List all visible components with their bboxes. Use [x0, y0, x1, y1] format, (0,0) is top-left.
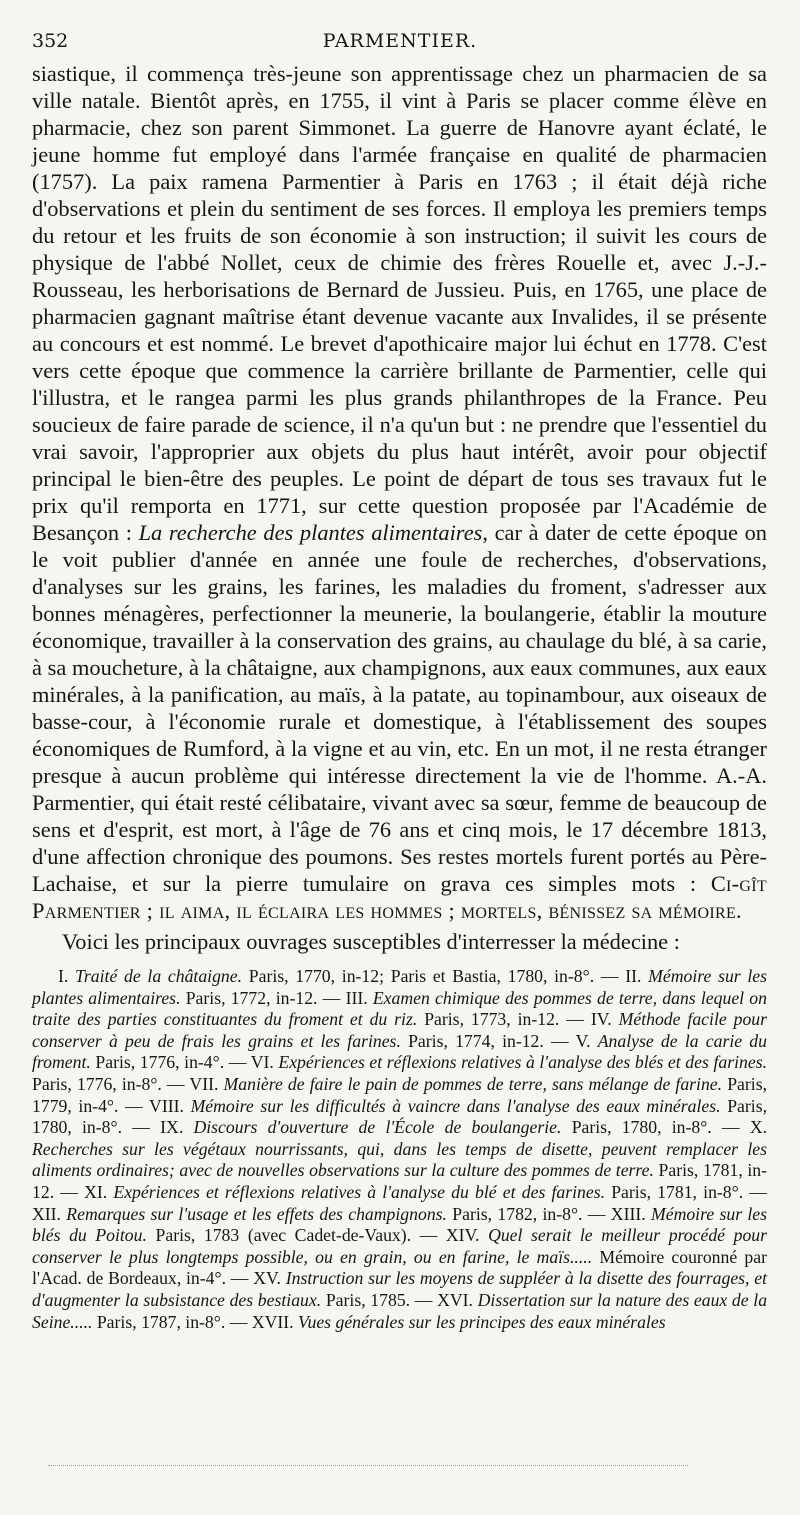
work-entry — [160, 1117, 739, 1137]
work-details: Paris, 1773, in-12. — — [424, 1009, 584, 1030]
work-title: Analyse de la carie du froment. — [32, 1030, 767, 1073]
work-details: Paris, 1780, in-8°. — — [571, 1117, 740, 1138]
work-title: Instruction sur les moyens de suppléer à la disette des fourrages, et d'augmenter la subsistance des bestiaux. — [32, 1268, 768, 1310]
work-number: VI. — [250, 1052, 274, 1073]
work-number: IV. — [590, 1009, 612, 1030]
work-details: Paris, 1772, in-12. — — [185, 987, 341, 1008]
work-entry — [32, 1204, 605, 1224]
works-intro: Voici les principaux ouvrages susceptibles d'interresser la médecine : — [62, 929, 680, 954]
work-title: Mémoire sur les plantes alimentaires. — [32, 966, 768, 1008]
work-title: Manière de faire le pain de pommes de terre, sans mélange de farine. — [223, 1073, 723, 1094]
work-title: Mémoire sur les difficultés à vaincre dans l'analyse des eaux minérales. — [190, 1095, 721, 1116]
work-number: II. — [625, 966, 642, 986]
biography-text-continued: , car à dater de cette époque on le voit publier d'année en année une foule de recherches, d'observations, d'analyses sur les grains, les farines, les maladies du froment, s'adresser aux bonnes ménagères, perfectionner la meunerie, la boulangerie, établir la mouture économique, travailler à la conservation des grains, au chaulage du blé, à sa carie, à sa moucheture, à la châtaigne, aux champignons, aux eaux communes, aux eaux minérales, à la panification, au maïs, à la patate, au topinambour, aux oiseaux de basse-cour, à l'économie rurale et domestique, à l'établissement des soupes économiques de Rumford, à la vigne et au vin, etc. En un mot, il ne resta étranger presque à aucun problème qui intéresse directement la vie de l'homme. A.-A. Parmentier, qui était resté célibataire, vivant avec sa sœur, femme de beaucoup de sens et d'esprit, est mort, à l'âge de 76 ans et cinq mois, le 17 décembre 1813, d'une affection chronique des poumons. Ses restes mortels furent portés au Père-Lachaise, et sur la pierre tumulaire on grava ces simples mots : — [32, 520, 768, 896]
work-details: Paris, 1781, in-8°. — — [611, 1181, 767, 1202]
work-number: I. — [58, 966, 69, 986]
work-entry — [58, 966, 619, 986]
work-number: V. — [575, 1030, 591, 1051]
footer-rule — [48, 1465, 688, 1467]
page-body — [32, 60, 767, 1333]
work-number: XV. — [253, 1268, 281, 1289]
work-number: XI. — [84, 1181, 108, 1202]
work-title: Dissertation sur la nature des eaux de la Seine..... — [32, 1289, 768, 1332]
work-title: Remarques sur l'usage et les effets des champignons. — [66, 1203, 447, 1224]
biography-paragraph — [32, 60, 767, 924]
work-title: Expériences et réflexions relatives à l'analyse des blés et des farines. — [278, 1052, 768, 1073]
page-number: 352 — [32, 30, 69, 52]
epitaph: Ci-gît Parmentier ; il aima, il éclaira les hommes ; mortels, bénissez sa mémoire. — [32, 871, 767, 923]
work-number: XIV. — [445, 1225, 480, 1246]
work-details: Paris, 1787, in-8°. — — [96, 1311, 248, 1332]
work-title: Méthode facile pour conserver à peu de frais les grains et les farines. — [32, 1009, 768, 1051]
work-title: Discours d'ouverture de l'École de boulangerie. — [193, 1117, 562, 1138]
work-title: Recherches sur les végétaux nourrissants, qui, dans les temps de disette, peuvent remplacer les aliments ordinaires; avec de nouvelles observations sur la culture des pommes de terre. — [32, 1138, 767, 1181]
work-details: Paris, 1785. — — [325, 1289, 433, 1310]
work-details: Paris, 1774, in-12. — — [408, 1030, 569, 1051]
prize-question-title: La recherche des plantes alimentaires — [138, 520, 483, 545]
work-details: Paris, 1779, in-4°. — — [32, 1073, 767, 1116]
work-details: Paris, 1783 (avec Cadet-de-Vaux). — — [155, 1225, 438, 1246]
biography-text: siastique, il commença très-jeune son apprentissage chez un pharmacien de sa ville natale. Bientôt après, en 1755, il vint à Paris se placer comme élève en pharmacie, chez son parent Simmonet. La guerre de Hanovre ayant éclaté, le jeune homme fut employé dans l'armée française en qualité de pharmacien (1757). La paix ramena Parmentier à Paris en 1763 ; il était déjà riche d'observations et plein du sentiment de ses forces. Il employa les premiers temps du retour et les fruits de son économie à son instruction; il suivit les cours de physique de l'abbé Nollet, ceux de chimie des frères Rouelle et, avec J.-J.-Rousseau, les herborisations de Bernard de Jussieu. Puis, en 1765, une place de pharmacien gagnant maîtrise étant devenue vacante aux Invalides, il se présente au concours et est nommé. Le brevet d'apothicaire major lui échut en 1778. C'est vers cette époque que commence la carrière brillante de Parmentier, celle qui l'illustra, et le rangea parmi les plus grands philanthropes de la France. Peu soucieux de faire parade de science, il n'a qu'un but : ne prendre que l'essentiel du vrai savoir, l'approprier aux objets du plus haut intérêt, avoir pour objectif principal le bien-être des peuples. Le point de départ de tous ses travaux fut le prix qu'il remporta en 1771, sur cette question proposée par l'Académie de Besançon : — [32, 61, 767, 545]
work-title: Mémoire sur les blés du Poitou. — [32, 1203, 768, 1246]
page-header — [32, 30, 768, 54]
work-number: XVI. — [437, 1289, 473, 1310]
work-details: Paris, 1781, in-12. — — [32, 1160, 767, 1202]
work-number: III. — [345, 987, 368, 1008]
work-entry — [84, 1182, 767, 1202]
work-number: X. — [749, 1117, 768, 1138]
work-details: Mémoire couronné par l'Acad. de Bordeaux, in-4°. — — [32, 1246, 767, 1289]
work-title: Traité de la châtaigne. — [75, 966, 243, 986]
work-details: Paris, 1780, in-8°. — — [32, 1095, 768, 1138]
work-details: Paris, 1776, in-4°. — — [95, 1052, 247, 1073]
work-number: XVII. — [251, 1311, 294, 1332]
work-number: XII. — [32, 1203, 61, 1224]
work-details: Paris, 1782, in-8°. — — [452, 1203, 606, 1224]
work-title: Expériences et réflexions relatives à l'analyse du blé et des farines. — [113, 1181, 606, 1202]
work-title: Examen chimique des pommes de terre, dans lequel on traite des parties constituantes du froment et du riz. — [32, 987, 767, 1030]
works-list — [32, 966, 767, 1333]
work-number: VIII. — [149, 1095, 184, 1116]
work-number: IX. — [160, 1117, 184, 1138]
work-details: Paris, 1770, in-12; Paris et Bastia, 1780, in-8°. — — [248, 966, 619, 986]
work-title: Quel serait le meilleur procédé pour conserver le plus longtemps possible, ou en grain, ou en farine, le maïs..... — [32, 1225, 768, 1267]
work-entry — [252, 1312, 666, 1332]
work-number: VII. — [189, 1073, 219, 1094]
work-number: XIII. — [610, 1203, 646, 1224]
work-details: Paris, 1776, in-8°. — — [32, 1073, 185, 1094]
running-title: PARMENTIER. — [322, 30, 478, 52]
work-title: Vues générales sur les principes des eaux minérales — [297, 1311, 666, 1332]
